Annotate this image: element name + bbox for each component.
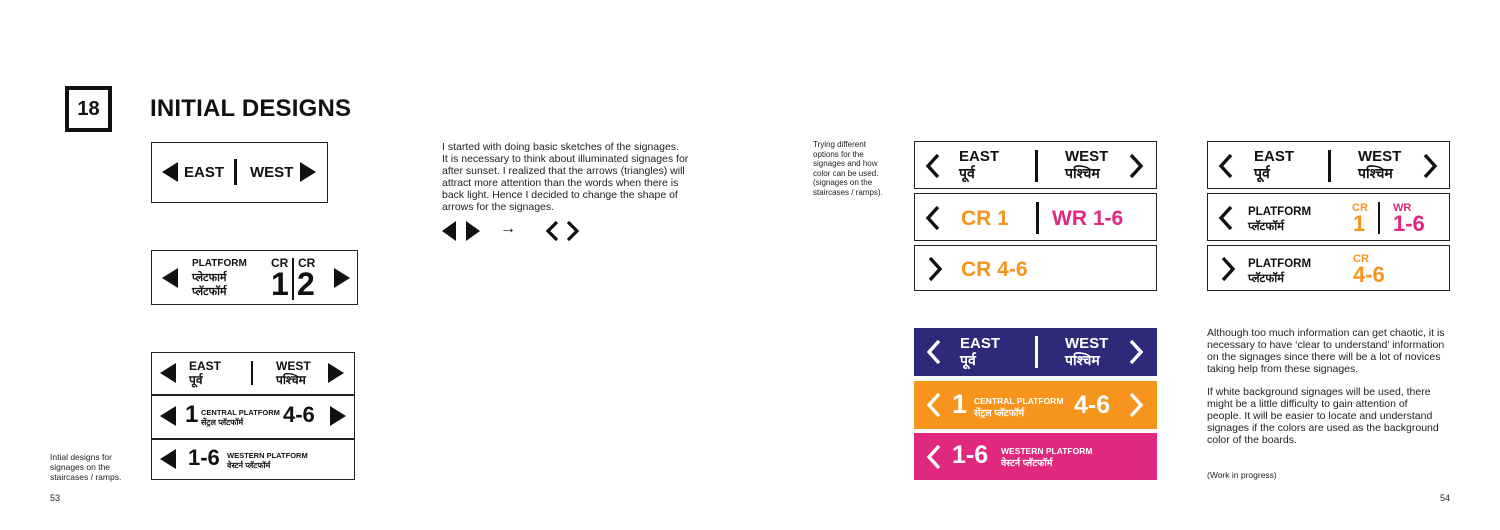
- sign-white-cr-4-6: [914, 245, 1157, 291]
- divider: [234, 159, 237, 185]
- platform-label: PLATFORM: [1248, 258, 1312, 270]
- central-platform-label: CENTRAL PLATFORM: [201, 408, 280, 417]
- sign-white-cr-wr: [914, 193, 1157, 241]
- triangle-right-icon: [330, 406, 346, 426]
- caption-mid: Trying different options for the signages and how color can be used. (signages on the staircases / ramps).: [813, 140, 883, 197]
- west-label: WEST: [1358, 148, 1402, 165]
- divider: [1328, 150, 1331, 182]
- east-hindi: पूर्व: [960, 352, 976, 368]
- chevron-left-icon: [545, 220, 559, 242]
- western-platform-hindi: वेस्टर्न प्लॅटफॉर्म: [1001, 458, 1053, 469]
- sign-white-platform-cr-4-6: [1207, 245, 1450, 291]
- row-divider: [152, 394, 354, 396]
- chevron-left-icon: [926, 392, 942, 418]
- triangle-left-icon: [162, 162, 178, 182]
- central-platform-hindi: सेंट्रल प्लॅटफॉर्म: [974, 408, 1025, 419]
- triangle-right-icon: [300, 162, 316, 182]
- chevron-right-icon: [1422, 153, 1438, 179]
- platform-hindi-1: प्लेटफार्म: [192, 272, 227, 284]
- chevron-left-icon: [926, 444, 942, 470]
- west-hindi: पश्चिम: [1065, 352, 1100, 368]
- page-title: INITIAL DESIGNS: [150, 95, 352, 122]
- row-divider: [152, 438, 354, 440]
- west-hindi: पश्चिम: [1358, 165, 1393, 181]
- western-platform-label: WESTERN PLATFORM: [1001, 446, 1093, 456]
- chevron-right-icon: [1128, 392, 1144, 418]
- divider: [1035, 336, 1038, 368]
- triangle-right-icon: [328, 363, 344, 383]
- cr-label: CR: [1352, 202, 1368, 214]
- number-1: 1: [271, 266, 289, 302]
- triangle-left-icon: [160, 406, 176, 426]
- range-1-6: 1-6: [1393, 211, 1425, 236]
- number-1: 1: [1353, 211, 1366, 236]
- west-hindi: पश्चिम: [1065, 165, 1100, 181]
- triangle-left-icon: [160, 449, 176, 469]
- number-1: 1: [185, 401, 199, 428]
- divider: [1035, 150, 1038, 182]
- range-4-6: 4-6: [1353, 262, 1385, 287]
- right-paragraph-2: If white background signages will be used, there might be a little difficulty to gain attention of people. It will be easier to locate and understand signages if the colors are used as the background color of the boards.: [1207, 386, 1439, 446]
- intro-paragraph: I started with doing basic sketches of the signages. It is necessary to think about illuminated signages for after sunset. I realized that the arrows (triangles) will attract more attention than the words when there is back light. Hence I decided to change the shape of arrows for the signages.: [442, 141, 689, 213]
- chevron-right-icon: [1128, 153, 1144, 179]
- section-number: 18: [77, 97, 100, 120]
- west-label: WEST: [276, 359, 311, 373]
- platform-label: PLATFORM: [192, 258, 247, 269]
- east-hindi: पूर्व: [1254, 165, 1270, 181]
- east-hindi: पूर्व: [959, 165, 975, 181]
- divider: [251, 361, 253, 385]
- number-2: 2: [297, 266, 315, 302]
- sign-white-platform-cr-wr: [1207, 193, 1450, 241]
- east-label: EAST: [960, 335, 1001, 352]
- western-platform-hindi: वेस्टर्न प्लॅटफॉर्म: [227, 461, 271, 470]
- platform-hindi-2: प्लॅटफॉर्म: [192, 286, 227, 298]
- central-platform-hindi: सेंट्रल प्लॅटफॉर्म: [201, 418, 244, 427]
- chevron-left-icon: [1218, 205, 1234, 231]
- cr-label-a: CR: [271, 256, 289, 270]
- divider: [292, 258, 294, 300]
- range-1-6: 1-6: [952, 441, 989, 469]
- east-hindi: पूर्व: [189, 373, 203, 387]
- sign-east-west-sketch: [151, 142, 328, 203]
- platform-hindi: प्लॅटफॉर्म: [1248, 273, 1285, 285]
- central-platform-label: CENTRAL PLATFORM: [974, 396, 1064, 406]
- triangle-left-icon: [442, 221, 456, 241]
- chevron-right-icon: [927, 256, 943, 282]
- range-4-6: 4-6: [1074, 391, 1111, 419]
- west-label: WEST: [1065, 148, 1109, 165]
- section-number-box: [65, 86, 112, 132]
- triangle-left-icon: [162, 268, 178, 288]
- triangle-right-icon: [466, 221, 480, 241]
- divider: [1378, 202, 1380, 234]
- cr-label-b: CR: [298, 256, 316, 270]
- page-number-left: 53: [50, 493, 61, 503]
- sign-white-east-west: [914, 141, 1157, 189]
- chevron-left-icon: [926, 339, 942, 365]
- west-hindi: पश्चिम: [276, 373, 306, 387]
- triangle-right-icon: [334, 268, 350, 288]
- number-1: 1: [952, 389, 968, 419]
- caption-left: Intial designs for signages on the staircases / ramps.: [50, 452, 122, 482]
- arrow-evolution: [442, 220, 582, 244]
- western-platform-label: WESTERN PLATFORM: [227, 451, 308, 460]
- cr-1-label: CR 1: [961, 207, 1009, 230]
- wr-1-6-label: WR 1-6: [1052, 207, 1124, 230]
- cr-label: CR: [1353, 253, 1369, 265]
- chevron-left-icon: [925, 153, 941, 179]
- chevron-right-icon: [566, 220, 580, 242]
- west-label: WEST: [250, 164, 294, 181]
- platform-hindi: प्लॅटफॉर्म: [1248, 221, 1285, 233]
- sign-stacked-sketch: [151, 352, 355, 480]
- chevron-right-icon: [1128, 339, 1144, 365]
- chevron-right-icon: [1220, 256, 1236, 282]
- range-4-6: 4-6: [283, 402, 315, 427]
- sign-white-east-west-b: [1207, 141, 1450, 189]
- arrow-right-icon: →: [500, 220, 516, 237]
- east-label: EAST: [1254, 148, 1295, 165]
- chevron-left-icon: [925, 205, 941, 231]
- east-label: EAST: [184, 164, 225, 181]
- right-paragraph-1: Although too much information can get chaotic, it is necessary to have ‘clear to understand’ information on the signages since there will be a lot of novices taking help from these signages.: [1207, 327, 1445, 375]
- east-label: EAST: [959, 148, 1000, 165]
- east-label: EAST: [189, 359, 222, 373]
- triangle-left-icon: [160, 363, 176, 383]
- cr-4-6-label: CR 4-6: [961, 258, 1028, 281]
- page-number-right: 54: [1440, 493, 1451, 503]
- range-1-6: 1-6: [188, 445, 220, 470]
- work-in-progress-note: (Work in progress): [1207, 470, 1277, 480]
- platform-label: PLATFORM: [1248, 206, 1312, 218]
- sign-navy-east-west: [914, 328, 1157, 376]
- wr-label: WR: [1393, 202, 1412, 214]
- sign-orange-central: [914, 381, 1157, 429]
- chevron-left-icon: [1218, 153, 1234, 179]
- divider: [1036, 202, 1039, 234]
- west-label: WEST: [1065, 335, 1109, 352]
- sign-pink-western: [914, 433, 1157, 480]
- sign-platform-sketch: [151, 250, 358, 305]
